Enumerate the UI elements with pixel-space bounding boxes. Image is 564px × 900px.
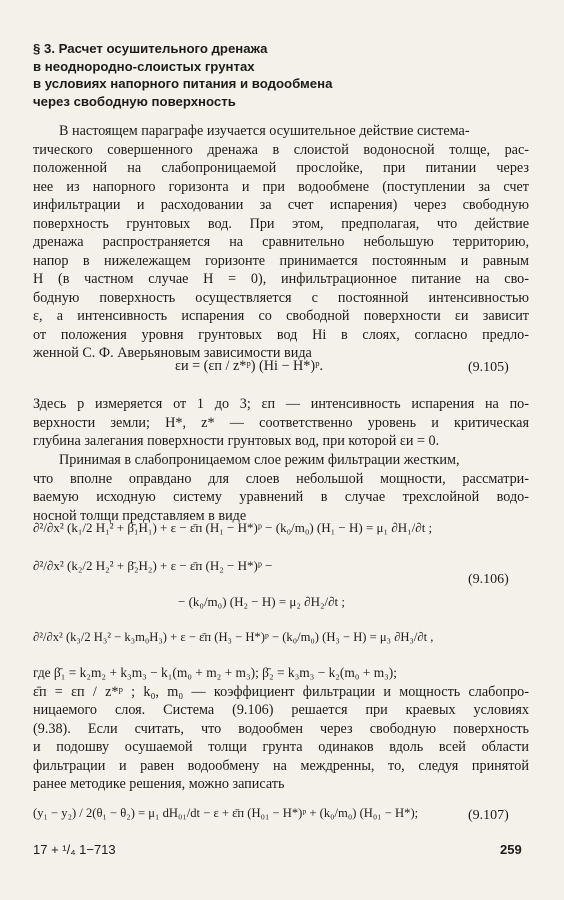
text-line: положенной на слабопроницаемой прослойке, при питании через [33, 160, 529, 176]
text-line: ваемую исходную систему уравнений в случае трехслойной водо- [33, 489, 529, 505]
equation-9-106-row-2a: ∂²/∂x² (k₂/2 H₂² + β̄₂H₂) + ε − ε̄п (H₂ − H*)ᵖ − [33, 558, 273, 573]
text-line: где β̄₁ = k₂m₂ + k₃m₃ − k₁(m₀ + m₂ + m₃); β̄₂ = k₃m₃ − k₂(m₀ + m₃); [33, 665, 397, 680]
text-line: (9.38). Если считать, что водообмен через свободную поверхность [33, 720, 529, 737]
text-line: ницаемого слоя. Система (9.106) решается при краевых условиях [33, 702, 529, 718]
text-line: что вполне оправдано для слоев небольшой мощности, рассматри- [33, 470, 529, 487]
equation-number: (9.105) [468, 360, 509, 375]
page-number: 259 [500, 842, 522, 857]
equation-9-107: (y₁ − y₂) / 2(θ₁ − θ₂) = μ₁ dH₀₁/dt − ε + ε̄п (H₀₁ − H*)ᵖ + (k₀/m₀) (H₀₁ − H*); [33, 806, 419, 820]
heading-line: § 3. Расчет осушительного дренажа [33, 41, 268, 56]
equation-9-106-row-3: ∂²/∂x² (k₃/2 H₃² − k₃m₀H₃) + ε − ε̄п (H₃ − H*)ᵖ − (k₀/m₀) (H₃ − H) = μ₃ ∂H₃/∂t , [33, 630, 434, 644]
text-line: Принимая в слабопроницаемом слое режим фильтрации жестким, [59, 452, 460, 468]
text-line: носной толщи представляем в виде [33, 507, 247, 524]
text-line: ε̄п = εп / z*ᵖ ; k₀, m₀ — коэффициент фильтрации и мощность слабопро- [33, 683, 529, 700]
text-line: напор в нижележащем горизонте принимается постоянным и равным [33, 252, 529, 269]
text-line: глубина залегания поверхности грунтовых вод, при которой εи = 0. [33, 433, 440, 449]
section-heading [33, 40, 513, 110]
text-line: ранее методике решения, можно записать [33, 776, 285, 792]
text-line: Здесь p измеряется от 1 до 3; εп — интенсивность испарения на по- [33, 396, 529, 412]
text-line: В настоящем параграфе изучается осушительное действие система- [59, 123, 470, 139]
text-line: верхности земли; H*, z* — соответственно уровень и критическая [33, 414, 529, 431]
equation-number: (9.106) [468, 572, 509, 587]
paragraph-notation [33, 664, 529, 794]
text-line: H (в частном случае H = 0), инфильтрационное питание на сво- [33, 271, 529, 287]
equation-9-106-row-2b: − (k₀/m₀) (H₂ − H) = μ₂ ∂H₂/∂t ; [178, 594, 346, 609]
equation-9-105: εи = (εп / z*ᵖ) (Hi − H*)ᵖ. [175, 358, 324, 374]
heading-line: в условиях напорного питания и водообмена [33, 76, 333, 92]
text-line: тического совершенного дренажа в слоистой водоносной толще, рас- [33, 141, 529, 158]
printer-signature: 17 + ¹/₄ 1−713 [33, 842, 116, 857]
heading-line: в неоднородно-слоистых грунтах [33, 58, 255, 74]
text-line: от положения уровня грунтовых вод Hi в слоях, согласно предло- [33, 326, 529, 343]
text-line: женной С. Ф. Аверьяновым зависимости вида [33, 345, 312, 361]
text-line: нее из напорного горизонта и при водообмене (поступлении за счет [33, 178, 529, 195]
paragraph-system-intro [33, 451, 529, 525]
text-line: поверхность грунтовых вод. При этом, предполагая, что действие [33, 215, 529, 232]
text-line: фильтрации и равен водообмену на междренны, то, следуя принятой [33, 757, 529, 774]
paragraph-intro [33, 122, 529, 363]
equation-number: (9.107) [468, 808, 509, 823]
text-line: ε, а интенсивность испарения со свободной поверхности εи зависит [33, 308, 529, 324]
text-line: бодную поверхность осуществляется с постоянной интенсивностью [33, 289, 529, 306]
text-line: дренажа распространяется на сравнительно небольшую территорию, [33, 234, 529, 250]
heading-line: через свободную поверхность [33, 93, 236, 109]
equation-9-106-row-1: ∂²/∂x² (k₁/2 H₁² + β̄₁H₁) + ε − ε̄п (H₁ − H*)ᵖ − (k₀/m₀) (H₁ − H) = μ₁ ∂H₁/∂t ; [33, 520, 433, 535]
paragraph-definitions [33, 395, 529, 451]
text-line: инфильтрации и расходовании за счет испарения) через свободную [33, 197, 529, 213]
text-line: и подошву осушаемой толщи грунта одинаков вдоль всей области [33, 739, 529, 755]
